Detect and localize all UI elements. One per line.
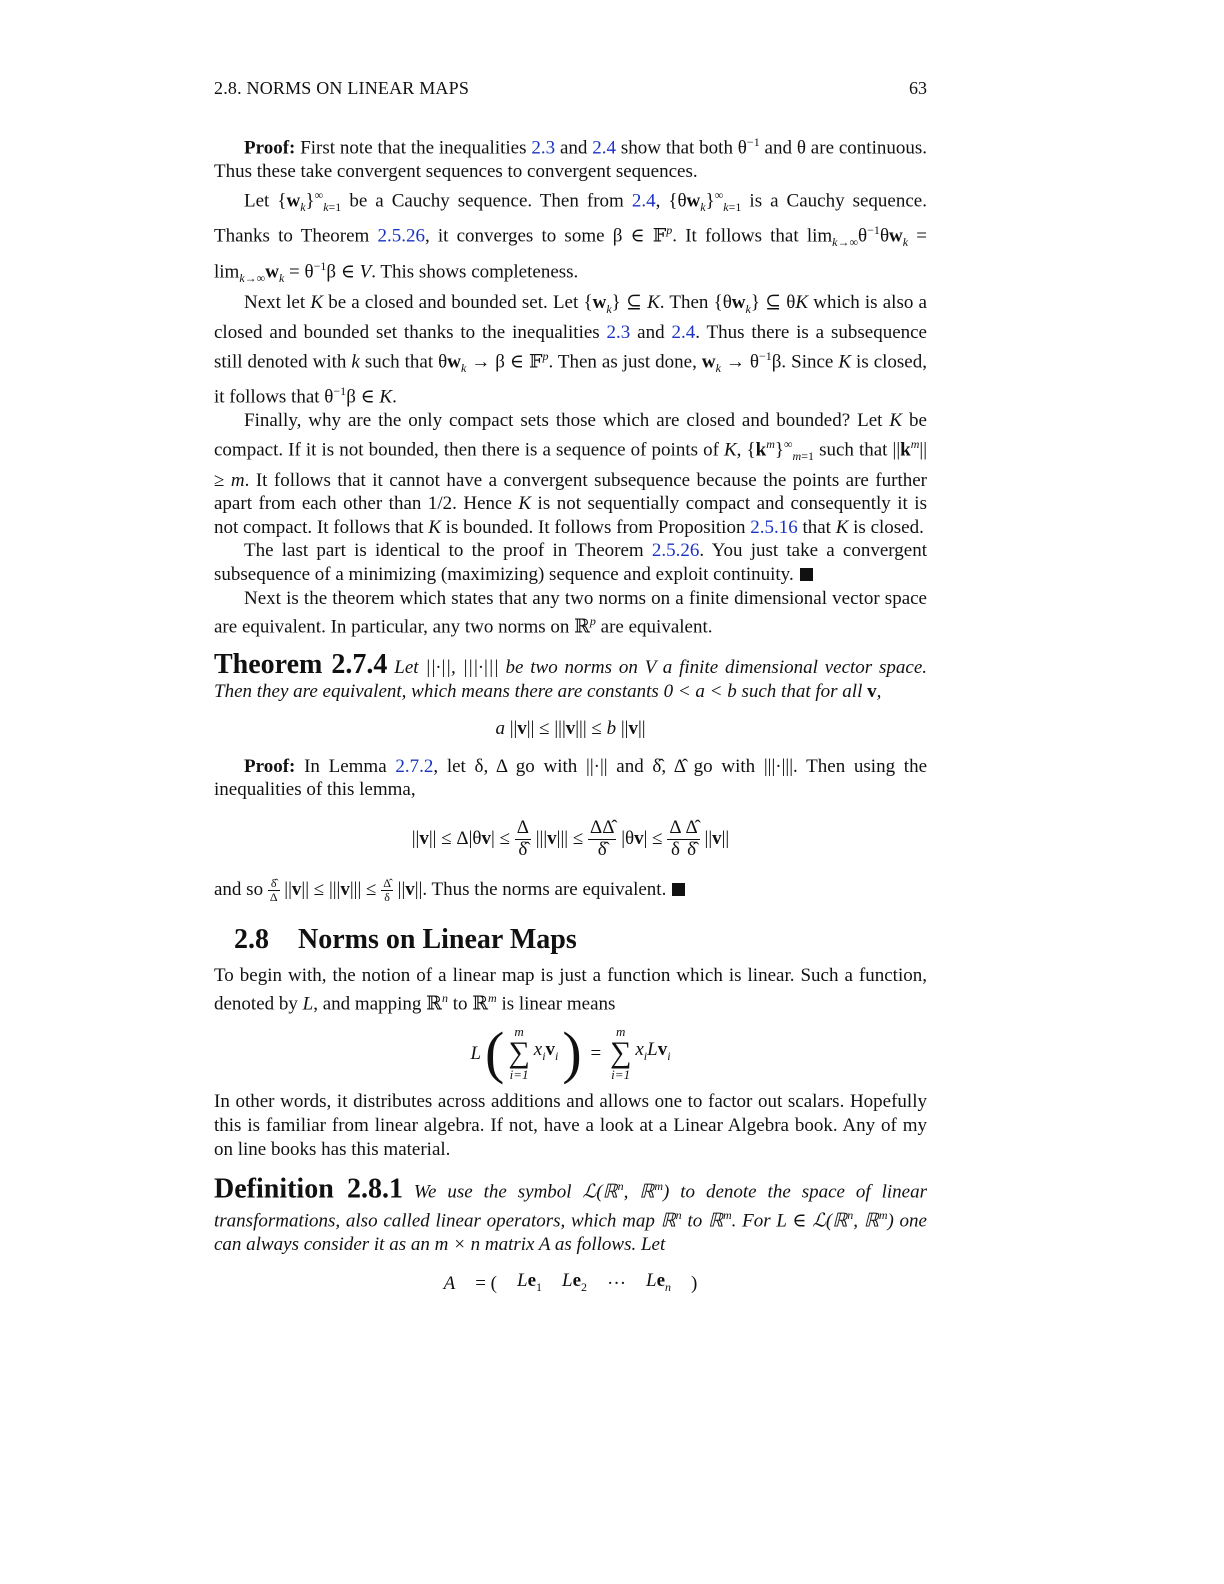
- ref-link[interactable]: 2.4: [671, 322, 696, 344]
- page-number: 63: [909, 78, 927, 98]
- paragraph: Proof: First note that the inequalities 2.3 and 2.4 show that both $\theta^{-1}$ and θ are continuous. Thus these take convergent sequences to convergent sequences.: [214, 135, 927, 182]
- qed-symbol: [672, 883, 685, 896]
- paragraph: To begin with, the notion of a linear map is just a function which is linear. Such a function, denoted by L, and mapping ℝ$^n$ to ℝ$^m$ is linear means: [214, 964, 927, 1015]
- section-title: Norms on Linear Maps: [298, 924, 577, 956]
- paragraph: and so $\frac{\deltâ}{\Delta}$ ||v|| ≤ |||v||| ≤ $\frac{\Deltâ}{\delta}$ ||v||. Thus the norms are equivalent.: [214, 877, 927, 904]
- paragraph: Next is the theorem which states that any two norms on a finite dimensional vector space are equivalent. In particular, any two norms on ℝ$^p$ are equivalent.: [214, 587, 927, 638]
- section-number: 2.8: [234, 924, 269, 956]
- ref-link[interactable]: 2.7.2: [395, 755, 434, 777]
- ref-link[interactable]: 2.5.26: [651, 540, 700, 562]
- paragraph: Let $\{w_k\}^\infty_{k=1}$ be a Cauchy sequence. Then from 2.4, $\{\theta w_k\}^\infty_{k=1}$ is a Cauchy sequence. Thanks to Theorem 2.5.26, it converges to some β ∈ 𝔽$^p$. It follows that $\lim_{k\to\infty}\theta^{-1}\theta w_k = \lim_{k\to\infty}w_k = \theta^{-1}\beta$ ∈ V. This shows completeness.: [214, 187, 927, 286]
- section-heading: [234, 924, 927, 956]
- paragraph: In other words, it distributes across additions and allows one to factor out scalars. Hopefully this is familiar from linear algebra. If not, have a look at a Linear Algebra book. Any of my on line books has this material.: [214, 1091, 927, 1160]
- page-body: [214, 131, 927, 1311]
- theorem-heading: Theorem 2.7.4: [214, 649, 388, 681]
- running-header: [214, 78, 927, 99]
- definition-statement: Definition 2.8.1 We use the symbol ℒ(ℝ$^n$, ℝ$^m$) to denote the space of linear transformations, also called linear operators, which map ℝ$^n$ to ℝ$^m$. For L ∈ ℒ(ℝ$^n$, ℝ$^m$) one can always consider it as an m × n matrix A as follows. Let: [214, 1173, 927, 1255]
- paragraph: Proof: In Lemma 2.7.2, let δ, Δ go with ||·|| and δ̂, Δ̂ go with |||·|||. Then using the inequalities of this lemma,: [214, 755, 928, 801]
- equation: A = ( $Le_1$ $Le_2$ ··· $Le_n$ ): [443, 1269, 698, 1294]
- definition-heading: Definition 2.8.1: [214, 1173, 403, 1205]
- paragraph: Next let K be a closed and bounded set. Let $\{w_k\}$ ⊆ K. Then $\{\theta w_k\}$ ⊆ θK which is also a closed and bounded set thanks to the inequalities 2.3 and 2.4. Thus there is a subsequence still denoted with k such that $\theta w_k \to \beta$ ∈ 𝔽$^p$. Then as just done, $w_k \to \theta^{-1}\beta$. Since K is closed, it follows that $\theta^{-1}\beta$ ∈ K.: [214, 291, 927, 408]
- equation: ||v|| ≤ Δ|θv| ≤ $\frac{\Delta}{\deltâ}$ |||v||| ≤ $\frac{\Delta\Deltâ}{\deltâ}$ |θv| ≤ $\frac{\Delta}{\delta}$ $\frac{\Deltâ}{\deltâ}$ ||v||: [411, 817, 730, 860]
- ref-link[interactable]: 2.4: [592, 137, 616, 159]
- paragraph: The last part is identical to the proof in Theorem 2.5.26. You just take a convergent subsequence of a minimizing (maximizing) sequence and exploit continuity.: [214, 540, 927, 585]
- running-header-title: 2.8. NORMS ON LINEAR MAPS: [214, 78, 470, 98]
- qed-symbol: [800, 568, 813, 581]
- ref-link[interactable]: 2.5.26: [377, 225, 425, 247]
- ref-link[interactable]: 2.3: [531, 137, 556, 159]
- proof-label: Proof:: [244, 137, 296, 159]
- proof-label: Proof:: [244, 755, 296, 777]
- ref-link[interactable]: 2.3: [606, 322, 631, 344]
- paragraph: Finally, why are the only compact sets those which are closed and bounded? Let K be compact. If it is not bounded, then there is a sequence of points of K, $\{k^m\}^\infty_{m=1}$ such that $||k^m|| \ge m$. It follows that it cannot have a convergent subsequence because the points are further apart from each other than 1/2. Hence K is not sequentially compact and consequently it is not compact. It follows that K is bounded. It follows from Proposition 2.5.16 that K is closed.: [214, 410, 928, 538]
- equation: a ||v|| ≤ |||v||| ≤ b ||v||: [495, 718, 646, 740]
- theorem-statement: Theorem 2.7.4 Let ||·||, |||·||| be two norms on V a finite dimensional vector space. Then they are equivalent, which means there are constants 0 < a < b such that for all v,: [214, 649, 928, 702]
- ref-link[interactable]: 2.5.16: [750, 516, 798, 538]
- ref-link[interactable]: 2.4: [631, 189, 656, 211]
- equation: L ( m ∑ i=1 $x_iv_i$ ) = m ∑ i=1 $x_iLv_i$: [470, 1020, 671, 1086]
